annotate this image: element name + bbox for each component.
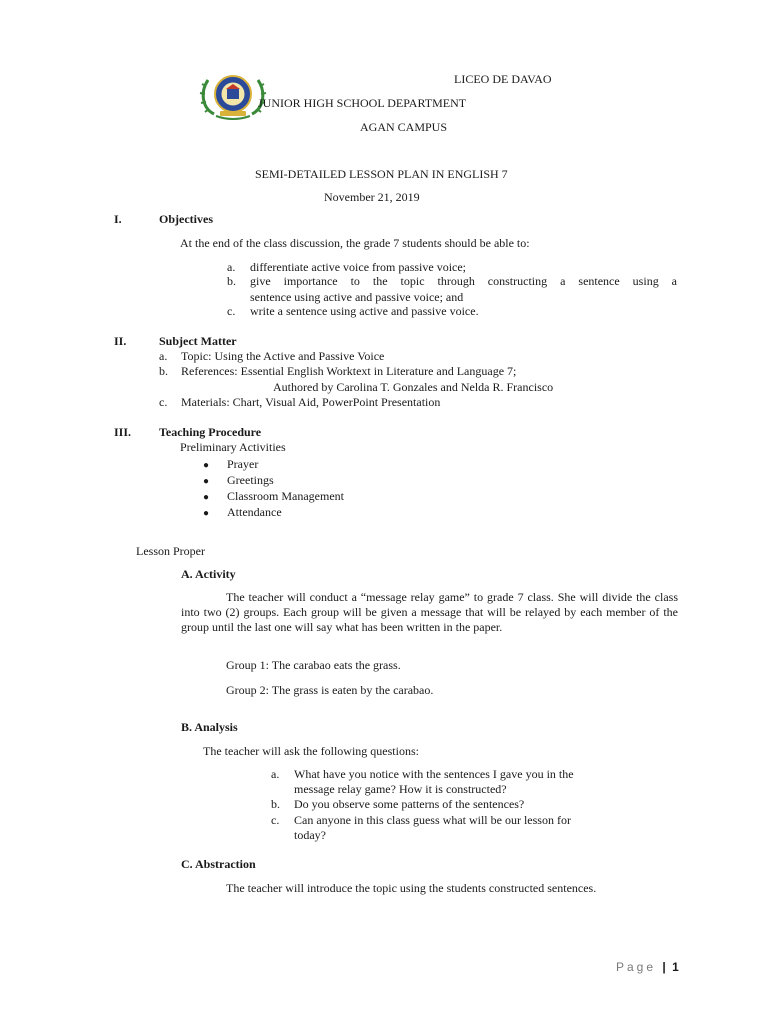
preliminary-activities-label: Preliminary Activities [180, 440, 286, 454]
objective-b-text-line2: sentence using active and passive voice; and [250, 290, 464, 304]
lesson-date: November 21, 2019 [324, 190, 420, 204]
activity-group-1: Group 1: The carabao eats the grass. [226, 658, 401, 672]
page-footer [616, 960, 679, 975]
activity-group-2: Group 2: The grass is eaten by the carabao. [226, 683, 434, 697]
subject-topic: Topic: Using the Active and Passive Voice [181, 349, 385, 363]
section-numeral-teaching-procedure: III. [114, 425, 132, 439]
bullet-icon: ● [203, 492, 210, 503]
analysis-intro: The teacher will ask the following questions: [203, 744, 419, 758]
analysis-heading: B. Analysis [181, 720, 238, 734]
question-c-line2: today? [294, 828, 326, 842]
preliminary-item-classroom-management: Classroom Management [227, 489, 344, 503]
school-seal-logo [196, 70, 270, 120]
preliminary-item-greetings: Greetings [227, 473, 274, 487]
page-separator: | [662, 960, 666, 974]
campus-name: AGAN CAMPUS [360, 120, 448, 134]
question-b-line1: Do you observe some patterns of the sentences? [294, 797, 525, 811]
question-b-letter: b. [271, 797, 280, 811]
preliminary-item-attendance: Attendance [227, 505, 282, 519]
abstraction-paragraph: The teacher will introduce the topic using the students constructed sentences. [226, 881, 597, 895]
objective-c-text: write a sentence using active and passive voice. [250, 304, 479, 318]
objective-b-letter: b. [227, 274, 236, 288]
activity-paragraph: The teacher will conduct a “message relay game” to grade 7 class. She will divide the class into two (2) groups. Each group will be given a message that will be relayed by each member of the group until the last one will say what has been written in the paper. [181, 590, 678, 634]
activity-heading: A. Activity [181, 567, 236, 581]
objective-a-letter: a. [227, 260, 236, 274]
question-a-line1: What have you notice with the sentences I gave you in the [294, 767, 574, 781]
page-label: Page [616, 960, 657, 974]
objectives-intro: At the end of the class discussion, the grade 7 students should be able to: [180, 236, 530, 250]
preliminary-item-prayer: Prayer [227, 457, 259, 471]
department-name: JUNIOR HIGH SCHOOL DEPARTMENT [258, 96, 467, 110]
lesson-plan-title: SEMI-DETAILED LESSON PLAN IN ENGLISH 7 [255, 167, 508, 181]
page-number: 1 [672, 960, 679, 974]
subject-matter-heading: Subject Matter [159, 334, 237, 348]
lesson-proper-label: Lesson Proper [136, 544, 205, 558]
school-name: LICEO DE DAVAO [454, 72, 552, 86]
question-a-line2: message relay game? How it is constructed? [294, 782, 507, 796]
bullet-icon: ● [203, 508, 210, 519]
section-numeral-objectives: I. [114, 212, 122, 226]
subject-a-letter: a. [159, 349, 168, 363]
bullet-icon: ● [203, 476, 210, 487]
question-a-letter: a. [271, 767, 280, 781]
question-c-letter: c. [271, 813, 280, 827]
objective-b-text-line1: give importance to the topic through constructing a sentence using a [250, 274, 677, 288]
objective-c-letter: c. [227, 304, 236, 318]
abstraction-heading: C. Abstraction [181, 857, 256, 871]
teaching-procedure-heading: Teaching Procedure [159, 425, 262, 439]
question-c-line1: Can anyone in this class guess what will be our lesson for [294, 813, 571, 827]
subject-c-letter: c. [159, 395, 168, 409]
subject-b-letter: b. [159, 364, 168, 378]
objective-a-text: differentiate active voice from passive voice; [250, 260, 467, 274]
objectives-heading: Objectives [159, 212, 213, 226]
section-numeral-subject-matter: II. [114, 334, 127, 348]
subject-references: References: Essential English Worktext in Literature and Language 7; [181, 364, 517, 378]
subject-references-authors: Authored by Carolina T. Gonzales and Nelda R. Francisco [273, 380, 554, 394]
subject-materials: Materials: Chart, Visual Aid, PowerPoint Presentation [181, 395, 441, 409]
bullet-icon: ● [203, 460, 210, 471]
